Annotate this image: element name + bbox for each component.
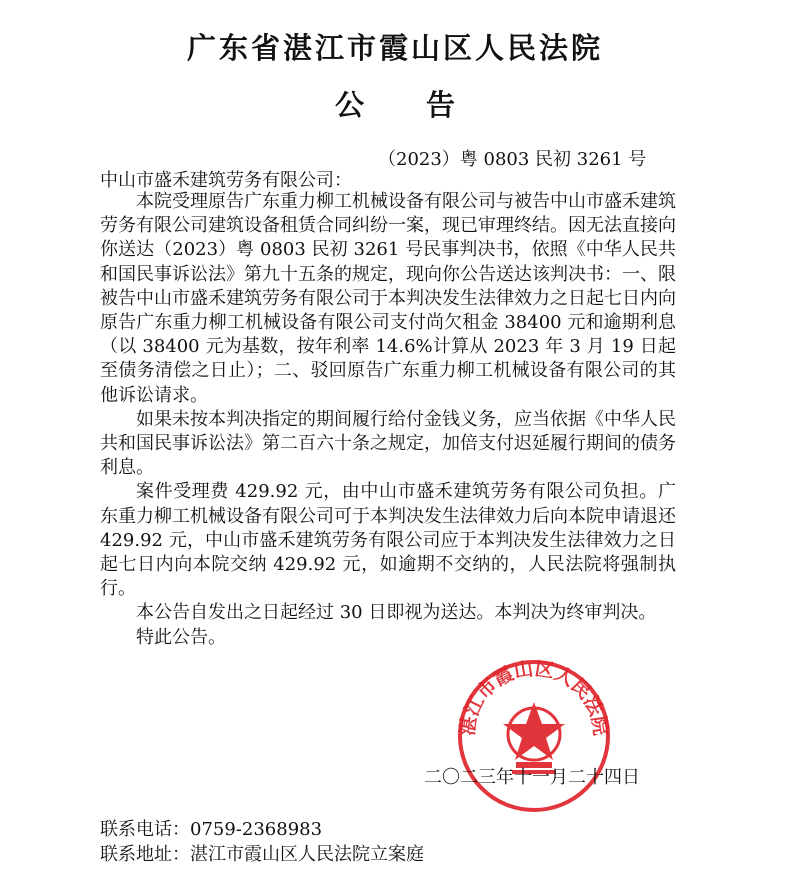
document-type-title: 公告 bbox=[334, 88, 517, 122]
addressee: 中山市盛禾建筑劳务有限公司： bbox=[100, 170, 352, 191]
paragraph-service: 本公告自发出之日起经过 30 日即视为送达。本判决为终审判决。 bbox=[136, 602, 657, 624]
court-title: 广东省湛江市霞山区人民法院 bbox=[186, 31, 603, 65]
signing-date: 二〇二三年十一月二十四日 bbox=[424, 767, 640, 788]
paragraph-closing: 特此公告。 bbox=[136, 626, 226, 648]
paragraph-court-fee: 案件受理费 429.92 元，由中山市盛禾建筑劳务有限公司负担。广东重力柳工机械设备有限公司可于本判决发生法律效力后向本院申请退还 429.92 元，中山市盛禾建筑劳务有限公司应于本判决发生法律效力之日起七日内向本院交纳 429.92 元，如逾期不交纳的，人民法院将强制执行。 bbox=[100, 481, 676, 600]
contact-address: 联系地址：湛江市霞山区人民法院立案庭 bbox=[100, 844, 424, 865]
paragraph-judgment: 本院受理原告广东重力柳工机械设备有限公司与被告中山市盛禾建筑劳务有限公司建筑设备租赁合同纠纷一案，现已审理终结。因无法直接向你送达（2023）粤 0803 民初 3261 号民事判决书，依照《中华人民共和国民事诉讼法》第九十五条的规定，现向你公告送达该判决书：一、限被告中山市盛禾建筑劳务有限公司于本判决发生法律效力之日起七日内向原告广东重力柳工机械设备有限公司支付尚欠租金 38400 元和逾期利息（以 38400 元为基数，按年利率 14.6%计算从 2023 年 3 月 19 日起至债务清偿之日止）；二、驳回原告广东重力柳工机械设备有限公司的其他诉讼请求。 bbox=[100, 191, 676, 406]
notice-body bbox=[100, 190, 676, 650]
contact-phone: 联系电话：0759-2368983 bbox=[100, 819, 323, 840]
paragraph-delay-interest: 如果未按本判决指定的期间履行给付金钱义务，应当依据《中华人民共和国民事诉讼法》第二百六十条之规定，加倍支付迟延履行期间的债务利息。 bbox=[100, 408, 676, 479]
court-seal-icon bbox=[456, 658, 612, 814]
case-number: （2023）粤 0803 民初 3261 号 bbox=[378, 149, 647, 170]
seal-text: 湛江市霞山区人民法院 bbox=[456, 658, 612, 737]
